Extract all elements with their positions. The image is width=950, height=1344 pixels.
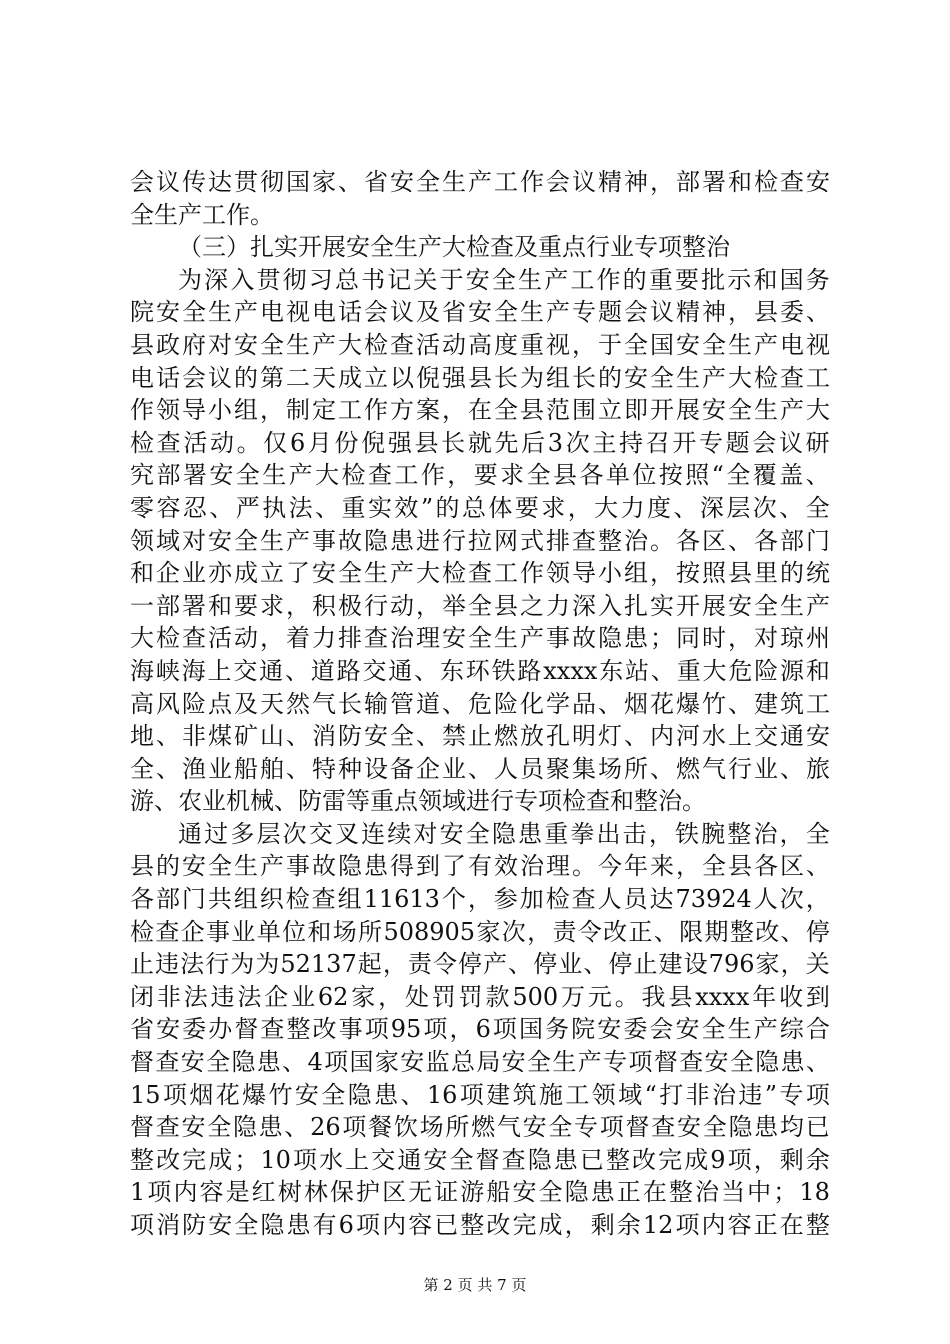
text-line: 高 风 险 点 及 天 然 气 长 输 管 道 、 危 险 化 学 品 、 烟 花 爆 竹 、 建 筑 工 [130, 689, 830, 718]
text-line: 游、农业机械、防雷等重点领域进行专项检查和整治。 [130, 787, 706, 816]
text-line: 为 深 入 贯 彻 习 总 书 记 关 于 安 全 生 产 工 作 的 重 要 批 示 和 国 务 [178, 265, 830, 294]
text-line: 会 议 传 达 贯 彻 国 家 、 省 安 全 生 产 工 作 会 议 精 神 ， 部 署 和 检 查 安 [130, 168, 830, 196]
text-line: 和 企 业 亦 成 立 了 安 全 生 产 大 检 查 工 作 领 导 小 组 ， 按 照 县 里 的 统 [130, 559, 830, 588]
text-line: 全 、 渔 业 船 舶 、 特 种 设 备 企 业 、 人 员 聚 集 场 所 、 燃 气 行 业 、 旅 [130, 754, 830, 783]
text-line: 全生产工作。 [130, 200, 274, 229]
text-line: 县 的 安 全 生 产 事 故 隐 患 得 到 了 有 效 治 理 。 今 年 来 ， 全 县 各 区 、 [130, 852, 830, 881]
text-line: 地 、 非 煤 矿 山 、 消 防 安 全 、 禁 止 燃 放 孔 明 灯 、 内 河 水 上 交 通 安 [130, 722, 830, 751]
text-line: 院 安 全 生 产 电 视 电 话 会 议 及 省 安 全 生 产 专 题 会 议 精 神 ， 县 委 、 [130, 298, 830, 327]
text-line: 县 政 府 对 安 全 生 产 大 检 查 活 动 高 度 重 视 ， 于 全 国 安 全 生 产 电 视 [130, 330, 830, 359]
text-line: 电 话 会 议 的 第 二 天 成 立 以 倪 强 县 长 为 组 长 的 安 全 生 产 大 检 查 工 [130, 363, 830, 392]
text-line: 督 查 安 全 隐 患 、 4 项 国 家 安 监 总 局 安 全 生 产 专 项 督 查 安 全 隐 患 、 [130, 1048, 830, 1077]
text-line: 闭 非 法 违 法 企 业 62 家 ， 处 罚 罚 款 500 万 元 。 我 县 xxxx 年 收 到 [130, 982, 830, 1011]
text-line: 项 消 防 安 全 隐 患 有 6 项 内 容 已 整 改 完 成 ， 剩 余 12 项 内 容 正 在 整 [130, 1211, 830, 1239]
text-line: 领 域 对 安 全 生 产 事 故 隐 患 进 行 拉 网 式 排 查 整 治 。 各 区 、 各 部 门 [130, 526, 830, 555]
text-line: 究 部 署 安 全 生 产 大 检 查 工 作 ， 要 求 全 县 各 单 位 按 照 “ 全 覆 盖 、 [130, 461, 830, 490]
text-line: 检 查 活 动 。 仅 6 月 份 倪 强 县 长 就 先 后 3 次 主 持 召 开 专 题 会 议 研 [130, 428, 830, 457]
text-line: 大 检 查 活 动 ， 着 力 排 查 治 理 安 全 生 产 事 故 隐 患 ； 同 时 ， 对 琼 州 [130, 624, 830, 653]
text-line: 止 违 法 行 为 为 52137 起 ， 责 令 停 产 、 停 业 、 停 止 建 设 796 家 ， 关 [130, 950, 830, 979]
text-line: 海 峡 海 上 交 通 、 道 路 交 通 、 东 环 铁 路 xxxx 东 站 、 重 大 危 险 源 和 [130, 656, 830, 685]
page-number-footer: 第 2 页 共 7 页 [423, 1276, 527, 1294]
text-line: （三）扎实开展安全生产大检查及重点行业专项整治 [178, 233, 730, 262]
text-line: 各 部 门 共 组 织 检 查 组 11613 个 ， 参 加 检 查 人 员 达 73924 人 次 ， [130, 885, 830, 914]
text-line: 省 安 委 办 督 查 整 改 事 项 95 项 ， 6 项 国 务 院 安 委 会 安 全 生 产 综 合 [130, 1015, 830, 1044]
text-line: 督 查 安 全 隐 患 、 26 项 餐 饮 场 所 燃 气 安 全 专 项 督 查 安 全 隐 患 均 已 [130, 1113, 830, 1142]
text-line: 作 领 导 小 组 ， 制 定 工 作 方 案 ， 在 全 县 范 围 立 即 开 展 安 全 生 产 大 [130, 396, 830, 425]
document-body [130, 166, 830, 1242]
text-line: 检 查 企 事 业 单 位 和 场 所 508905 家 次 ， 责 令 改 正 、 限 期 整 改 、 停 [130, 917, 830, 946]
text-line: 零 容 忍 、 严 执 法 、 重 实 效 ” 的 总 体 要 求 ， 大 力 度 、 深 层 次 、 全 [130, 493, 830, 522]
text-line: 一 部 署 和 要 求 ， 积 极 行 动 ， 举 全 县 之 力 深 入 扎 实 开 展 安 全 生 产 [130, 591, 830, 620]
text-line: 通 过 多 层 次 交 叉 连 续 对 安 全 隐 患 重 拳 出 击 ， 铁 腕 整 治 ， 全 [178, 819, 830, 848]
text-line: 整 改 完 成 ； 10 项 水 上 交 通 安 全 督 查 隐 患 已 整 改 完 成 9 项 ， 剩 余 [130, 1145, 830, 1174]
text-line: 1 项 内 容 是 红 树 林 保 护 区 无 证 游 船 安 全 隐 患 正 在 整 治 当 中 ； 18 [130, 1178, 830, 1207]
text-line: 15 项 烟 花 爆 竹 安 全 隐 患 、 16 项 建 筑 施 工 领 域 “ 打 非 治 违 ” 专 项 [130, 1080, 830, 1109]
